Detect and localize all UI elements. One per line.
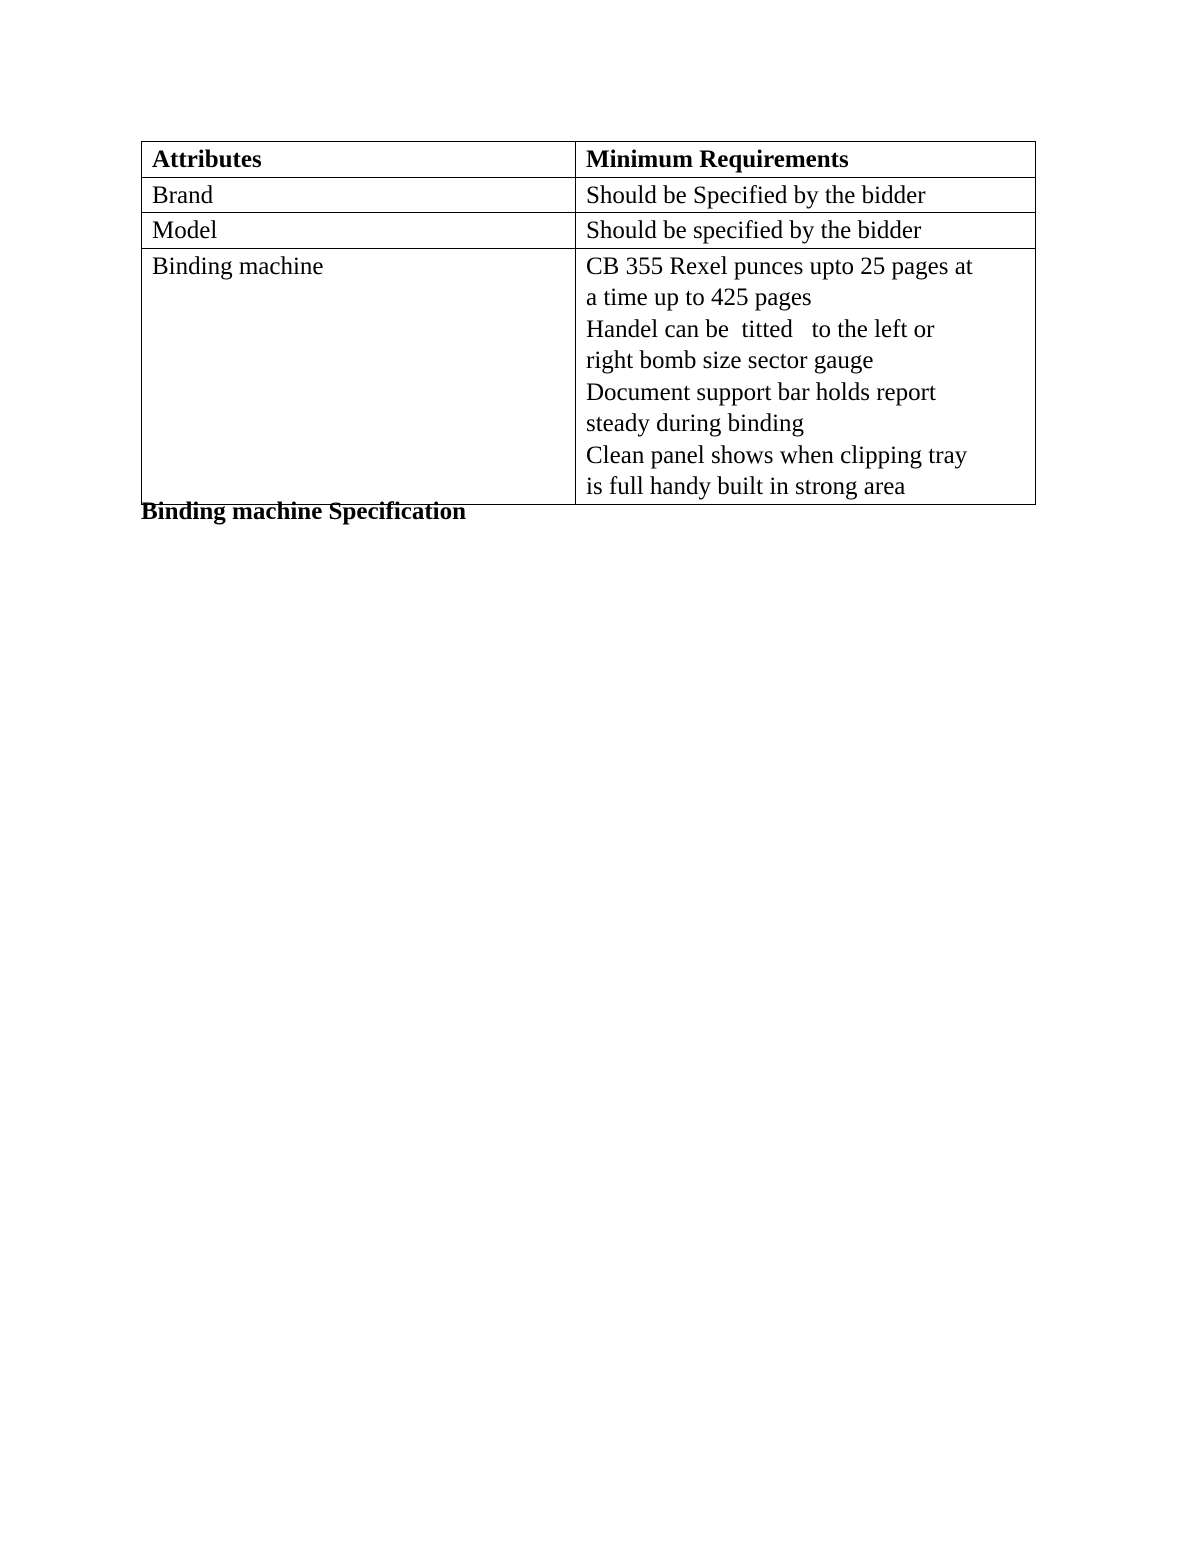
requirement-line: Clean panel shows when clipping tray	[586, 441, 968, 469]
attribute-cell: Brand	[142, 177, 576, 213]
requirement-line: Handel can be titted to the left or	[586, 315, 935, 343]
requirement-line: right bomb size sector gauge	[586, 347, 874, 374]
requirement-cell	[576, 248, 1036, 504]
requirement-cell	[576, 177, 1036, 213]
requirement-line: steady during binding	[586, 410, 805, 437]
header-attributes: Attributes	[142, 142, 576, 178]
table-caption: Binding machine Specification	[141, 498, 467, 525]
specification-table	[141, 141, 1036, 505]
attribute-cell: Binding machine	[142, 248, 576, 504]
requirement-line: a time up to 425 pages	[586, 284, 812, 311]
requirement-cell	[576, 213, 1036, 249]
requirement-line: is full handy built in strong area	[586, 473, 906, 500]
header-minimum-requirements: Minimum Requirements	[576, 142, 1036, 178]
table-row	[142, 213, 1036, 249]
requirement-line: Should be Specified by the bidder	[586, 181, 926, 209]
requirement-line: Document support bar holds report	[586, 378, 936, 406]
attribute-cell: Model	[142, 213, 576, 249]
table-header-row	[142, 142, 1036, 178]
requirement-line: CB 355 Rexel punces upto 25 pages at	[586, 252, 973, 280]
table-row	[142, 248, 1036, 504]
table-row	[142, 177, 1036, 213]
requirement-line: Should be specified by the bidder	[586, 217, 922, 244]
